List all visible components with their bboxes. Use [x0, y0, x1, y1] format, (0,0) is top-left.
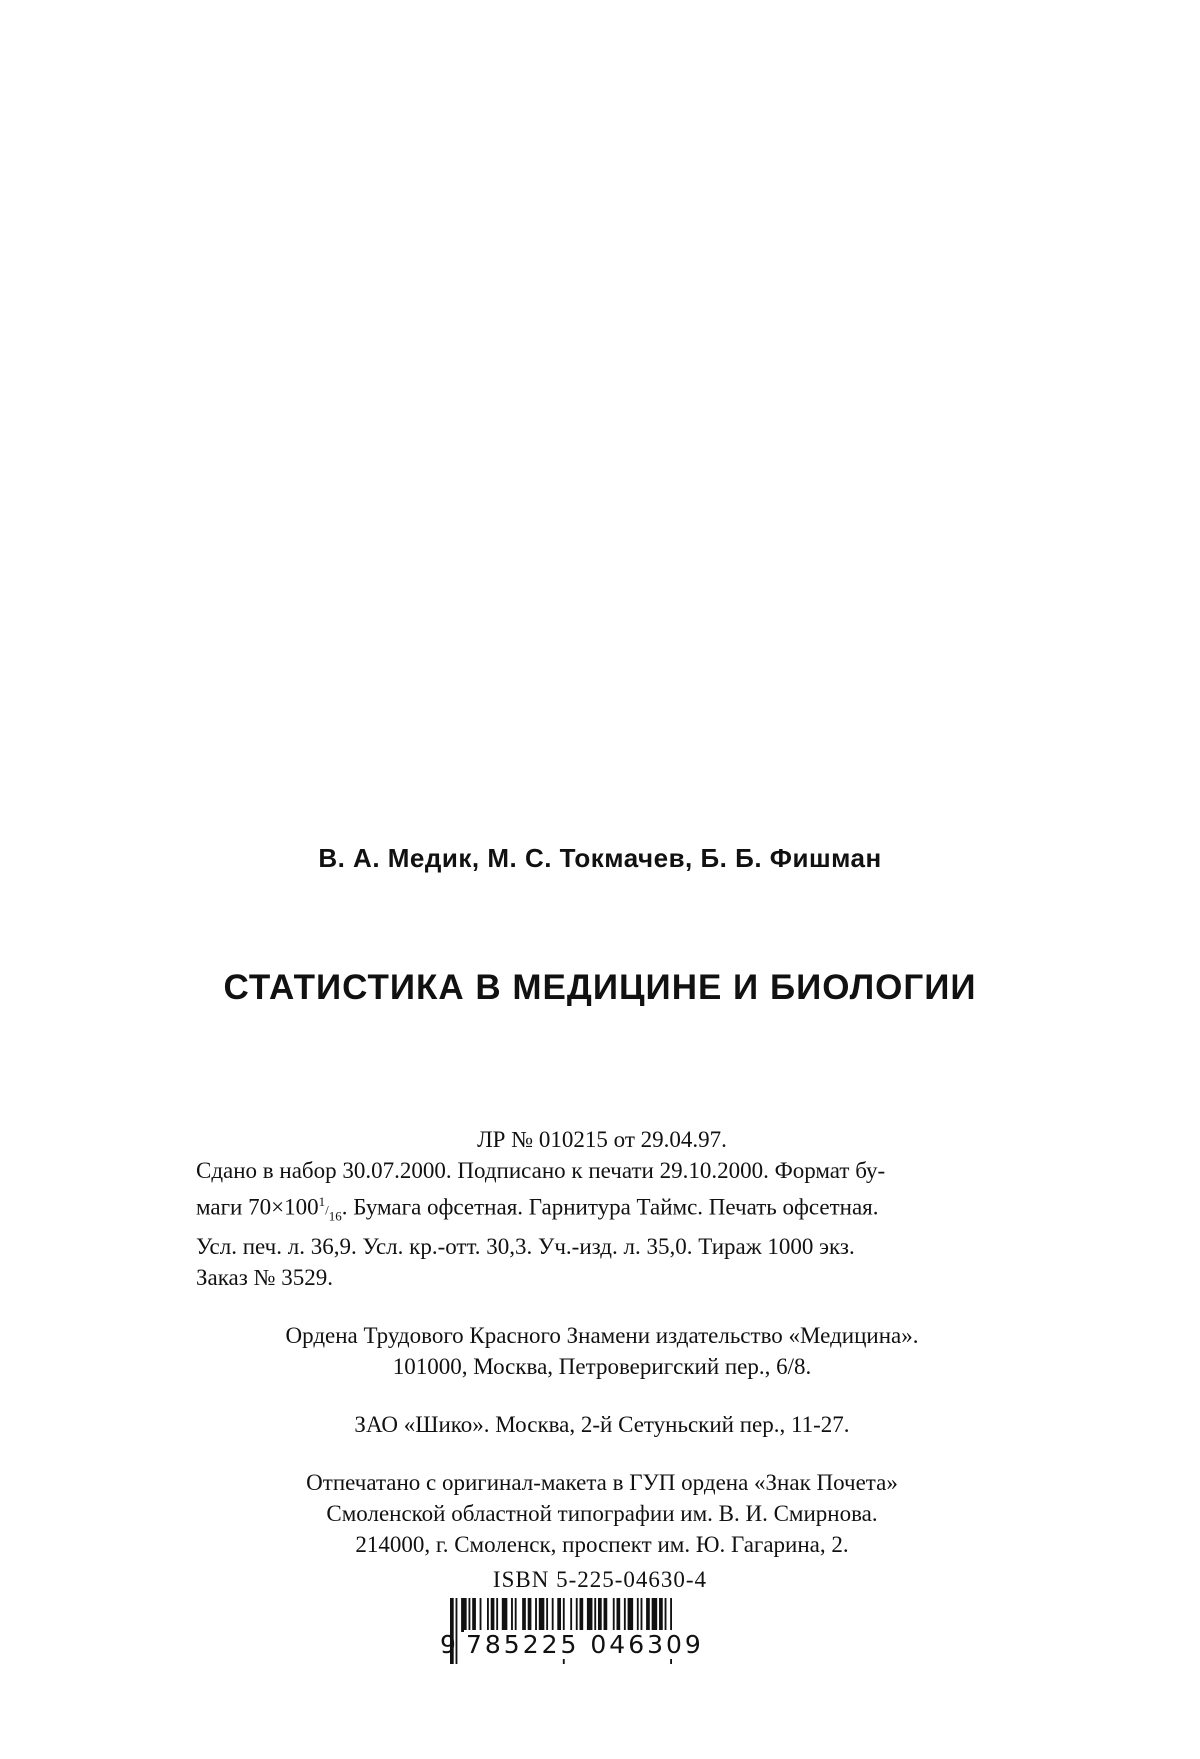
barcode-bar: [502, 1598, 508, 1632]
barcode-bar: [617, 1598, 621, 1632]
print-details-line: Сдано в набор 30.07.2000. Подписано к печати 29.10.2000. Формат бу-: [196, 1158, 886, 1183]
barcode-bar: [628, 1598, 634, 1632]
license-line: ЛР № 010215 от 29.04.97.: [477, 1127, 727, 1152]
print-details-line: Усл. печ. л. 36,9. Усл. кр.-отт. 30,3. Уч.-изд. л. 35,0. Тираж 1000 экз.: [196, 1234, 855, 1260]
barcode-bar: [557, 1598, 561, 1632]
paper-format-superscript: 1: [318, 1194, 326, 1209]
barcode-bar: [496, 1598, 498, 1632]
barcode-bar: [522, 1598, 526, 1632]
barcode-bar: [515, 1598, 517, 1632]
barcode-bar: [487, 1598, 489, 1632]
barcode-bar: [587, 1598, 593, 1632]
barcode-bar: [461, 1598, 467, 1632]
publisher-info: [196, 1320, 1008, 1382]
imprint-block: [196, 1124, 1008, 1560]
barcode-bar: [576, 1598, 578, 1632]
barcode-bar: [613, 1598, 615, 1632]
isbn-number: ISBN 5-225-04630-4: [492, 1567, 708, 1592]
barcode-bar: [604, 1598, 608, 1632]
barcode-bar: [539, 1598, 545, 1632]
barcode-bar: [637, 1598, 639, 1632]
barcode-bar: [552, 1598, 554, 1632]
printer-line: Смоленской областной типографии им. В. И. Смирнова.: [326, 1501, 878, 1527]
barcode-bar: [472, 1598, 476, 1632]
barcode-bar: [598, 1598, 602, 1632]
printer-line: Отпечатано с оригинал-макета в ГУП ордена «Знак Почета»: [306, 1470, 898, 1496]
barcode-bar: [665, 1598, 667, 1632]
publisher-name: Ордена Трудового Красного Знамени издательство «Медицина».: [285, 1323, 919, 1349]
barcode-bar: [659, 1598, 663, 1632]
printer-address: 214000, г. Смоленск, проспект им. Ю. Гагарина, 2.: [355, 1532, 849, 1558]
barcode-bar: [528, 1598, 532, 1632]
barcode-bar: [491, 1598, 495, 1632]
barcode-bar: [594, 1598, 596, 1632]
printer-info: [196, 1467, 1008, 1560]
barcode-digit-groups: 785225 046309: [466, 1630, 704, 1659]
paper-format-text: маги 70×100: [196, 1194, 319, 1220]
print-details: [196, 1155, 1008, 1293]
barcode-bar: [469, 1598, 471, 1632]
barcode-bar: [580, 1598, 584, 1632]
barcode-first-digit: 9: [440, 1630, 459, 1659]
barcode-bar: [570, 1598, 572, 1632]
book-title: СТАТИСТИКА В МЕДИЦИНЕ И БИОЛОГИИ: [223, 968, 977, 1007]
order-number: Заказ № 3529.: [196, 1265, 334, 1291]
distributor-info: ЗАО «Шико». Москва, 2-й Сетуньский пер., 11-27.: [354, 1412, 850, 1438]
barcode-bar: [480, 1598, 482, 1632]
barcode-bar: [652, 1598, 658, 1632]
barcode-bar: [511, 1598, 513, 1632]
barcode-bar: [535, 1598, 537, 1632]
publisher-address: 101000, Москва, Петроверигский пер., 6/8.: [392, 1354, 812, 1380]
barcode-bar: [546, 1598, 548, 1632]
book-authors: В. А. Медик, М. С. Токмачев, Б. Б. Фишман: [318, 843, 882, 873]
paper-format-rest: . Бумага офсетная. Гарнитура Таймс. Печать офсетная.: [341, 1194, 879, 1220]
barcode-bar: [624, 1598, 626, 1632]
print-details-line: маги $70\times 100^1/_{16}$. Бумага офсетная. Гарнитура Таймс. Печать офсетная.: [196, 1194, 879, 1224]
barcode-bar: [646, 1598, 650, 1632]
barcode-bar: [641, 1598, 643, 1632]
paper-format-subscript: 16: [328, 1208, 342, 1224]
